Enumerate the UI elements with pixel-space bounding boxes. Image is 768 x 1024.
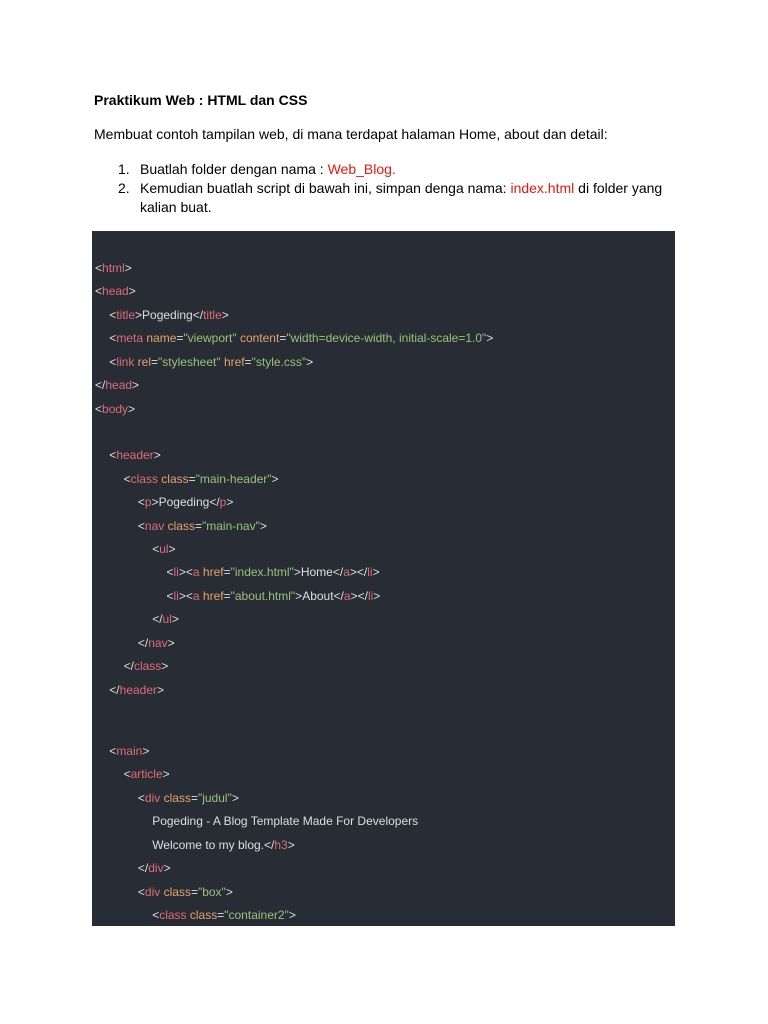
code-token: ></	[350, 589, 368, 603]
code-token: "viewport"	[183, 331, 237, 345]
code-block	[92, 231, 675, 926]
code-token: >	[486, 331, 494, 345]
code-token: >	[151, 495, 159, 509]
code-token: =	[223, 565, 231, 579]
code-token: Welcome to my blog.	[152, 838, 265, 852]
code-line	[138, 861, 171, 875]
code-token: >	[372, 565, 380, 579]
code-token: nav	[144, 519, 165, 533]
code-token: >	[306, 355, 314, 369]
code-token: </	[152, 612, 163, 626]
code-token: >	[288, 908, 296, 922]
code-token: "about.html"	[230, 589, 296, 603]
code-token: =	[279, 331, 287, 345]
code-token: class	[189, 908, 218, 922]
code-token: >	[225, 885, 233, 899]
code-line	[95, 378, 139, 392]
code-token: class	[133, 659, 162, 673]
step-item	[94, 179, 684, 217]
code-token: <	[123, 767, 131, 781]
intro-paragraph: Membuat contoh tampilan web, di mana terdapat halaman Home, about dan detail:	[94, 126, 608, 142]
code-token: >	[167, 636, 175, 650]
code-line	[138, 636, 175, 650]
code-token: class	[167, 519, 195, 533]
code-token: <	[109, 331, 117, 345]
code-line	[95, 261, 132, 275]
code-token: >	[161, 659, 169, 673]
code-token: p	[219, 495, 227, 509]
code-token: >	[157, 683, 165, 697]
code-token: li	[173, 565, 179, 579]
code-token: >	[132, 378, 140, 392]
code-token: =	[188, 472, 196, 486]
code-token: </	[137, 636, 149, 650]
code-line	[167, 589, 381, 603]
code-token: >	[153, 448, 161, 462]
code-token: ><	[178, 589, 193, 603]
code-token: >	[287, 838, 295, 852]
code-token: =	[190, 885, 198, 899]
code-line	[152, 814, 418, 828]
code-token: >	[128, 402, 136, 416]
code-token: <	[166, 565, 174, 579]
code-line	[152, 612, 179, 626]
code-token: main	[116, 744, 143, 758]
code-line	[95, 284, 136, 298]
code-token: a	[343, 589, 351, 603]
code-token: class	[163, 885, 191, 899]
code-token: <	[137, 885, 145, 899]
code-token: <	[109, 308, 117, 322]
code-token: <	[137, 791, 145, 805]
code-token: >	[171, 612, 179, 626]
code-token: class	[163, 791, 191, 805]
code-token: a	[192, 589, 200, 603]
code-token: li	[173, 589, 179, 603]
code-line	[109, 683, 164, 697]
code-token: class	[161, 472, 189, 486]
code-line	[152, 542, 175, 556]
code-token: title	[203, 308, 222, 322]
step-item	[94, 160, 684, 179]
code-token: body	[102, 402, 129, 416]
code-token: href	[202, 589, 224, 603]
code-token: <	[109, 448, 117, 462]
code-token: "judul"	[197, 791, 232, 805]
code-token: About	[302, 589, 334, 603]
step-number: 2.	[118, 180, 130, 196]
code-token: =	[151, 355, 159, 369]
code-token: article	[130, 767, 163, 781]
code-token: </	[209, 495, 220, 509]
code-token: Pogeding	[142, 308, 193, 322]
code-token: >	[124, 261, 132, 275]
code-token: </	[137, 861, 149, 875]
code-token: <	[152, 908, 160, 922]
code-token: class	[130, 472, 158, 486]
code-token: div	[144, 885, 161, 899]
code-token: "main-nav"	[201, 519, 260, 533]
code-token: meta	[116, 331, 143, 345]
code-token: <	[123, 472, 131, 486]
code-token: >	[168, 542, 176, 556]
code-token: <	[137, 495, 145, 509]
code-line	[167, 565, 380, 579]
code-line	[138, 791, 239, 805]
code-token: >	[128, 284, 136, 298]
code-token: head	[102, 284, 129, 298]
code-token: p	[144, 495, 152, 509]
code-token: ul	[162, 612, 172, 626]
code-token: rel	[137, 355, 152, 369]
code-line	[109, 448, 160, 462]
code-token: href	[223, 355, 245, 369]
code-line	[138, 519, 267, 533]
code-token: ><	[178, 565, 193, 579]
steps-list	[94, 160, 684, 217]
code-token: >	[226, 495, 234, 509]
code-token: "stylesheet"	[158, 355, 221, 369]
code-line	[138, 495, 233, 509]
code-token: Pogeding - A Blog Template Made For Developers	[152, 814, 419, 828]
code-token: a	[192, 565, 200, 579]
code-token: =	[190, 791, 198, 805]
code-token: </	[333, 589, 344, 603]
step-number: 1.	[118, 161, 130, 177]
step-text: Buatlah folder dengan nama :	[140, 161, 328, 177]
code-line	[109, 355, 313, 369]
code-line	[109, 744, 149, 758]
code-token: >	[142, 744, 150, 758]
file-name-highlight: index.html	[510, 180, 575, 196]
code-line	[95, 402, 135, 416]
code-token: <	[109, 355, 117, 369]
code-token: >	[271, 472, 279, 486]
code-token: name	[146, 331, 177, 345]
code-token: nav	[148, 636, 168, 650]
code-token: <	[166, 589, 174, 603]
step-text-after: di folder yang kalian buat.	[140, 180, 663, 215]
code-token: header	[116, 448, 154, 462]
code-token: "index.html"	[230, 565, 294, 579]
code-token: <	[137, 519, 145, 533]
code-line	[152, 908, 296, 922]
code-token: li	[367, 565, 373, 579]
code-token: <	[95, 402, 103, 416]
code-token: ></	[349, 565, 368, 579]
code-token: =	[176, 331, 184, 345]
folder-name-highlight: Web_Blog.	[327, 161, 396, 177]
code-token: >	[295, 589, 303, 603]
code-token: h3	[274, 838, 288, 852]
code-token: </	[264, 838, 275, 852]
code-token: </	[109, 683, 120, 697]
code-line	[124, 659, 169, 673]
code-token: >	[231, 791, 239, 805]
code-token: >	[259, 519, 267, 533]
code-token: </	[192, 308, 204, 322]
code-token: Pogeding	[158, 495, 210, 509]
step-text: Kemudian buatlah script di bawah ini, simpan denga nama:	[140, 180, 511, 196]
code-token: =	[194, 519, 202, 533]
code-token: class	[159, 908, 187, 922]
document-title: Praktikum Web : HTML dan CSS	[94, 92, 308, 108]
code-line	[152, 838, 295, 852]
code-token: =	[244, 355, 252, 369]
code-line	[109, 308, 228, 322]
code-token: <	[109, 744, 117, 758]
code-line	[138, 885, 233, 899]
code-token: "box"	[197, 885, 226, 899]
code-token: head	[105, 378, 133, 392]
code-token: >	[373, 589, 381, 603]
code-line	[109, 331, 493, 345]
code-token: >	[163, 861, 171, 875]
code-token: ul	[159, 542, 169, 556]
code-token: div	[144, 791, 161, 805]
code-token: <	[152, 542, 160, 556]
code-token: </	[332, 565, 344, 579]
code-token: href	[202, 565, 224, 579]
code-token: >	[135, 308, 143, 322]
code-token: <	[95, 284, 103, 298]
code-token: "style.css"	[251, 355, 307, 369]
code-token: <	[95, 261, 103, 275]
code-token: "width=device-width, initial-scale=1.0"	[286, 331, 487, 345]
code-token: "container2"	[224, 908, 289, 922]
code-token: li	[367, 589, 374, 603]
code-token: </	[123, 659, 134, 673]
code-token: title	[116, 308, 135, 322]
code-line	[124, 767, 170, 781]
code-token: header	[119, 683, 158, 697]
code-token: =	[223, 589, 231, 603]
code-token: link	[116, 355, 135, 369]
code-token: >	[221, 308, 229, 322]
code-token: a	[343, 565, 350, 579]
code-line	[124, 472, 279, 486]
code-token: "main-header"	[195, 472, 272, 486]
code-token: =	[217, 908, 225, 922]
code-token: content	[239, 331, 280, 345]
code-token: >	[162, 767, 170, 781]
code-token: html	[102, 261, 125, 275]
code-token: Home	[300, 565, 333, 579]
code-token: >	[293, 565, 301, 579]
code-token: div	[148, 861, 164, 875]
code-token: </	[95, 378, 106, 392]
